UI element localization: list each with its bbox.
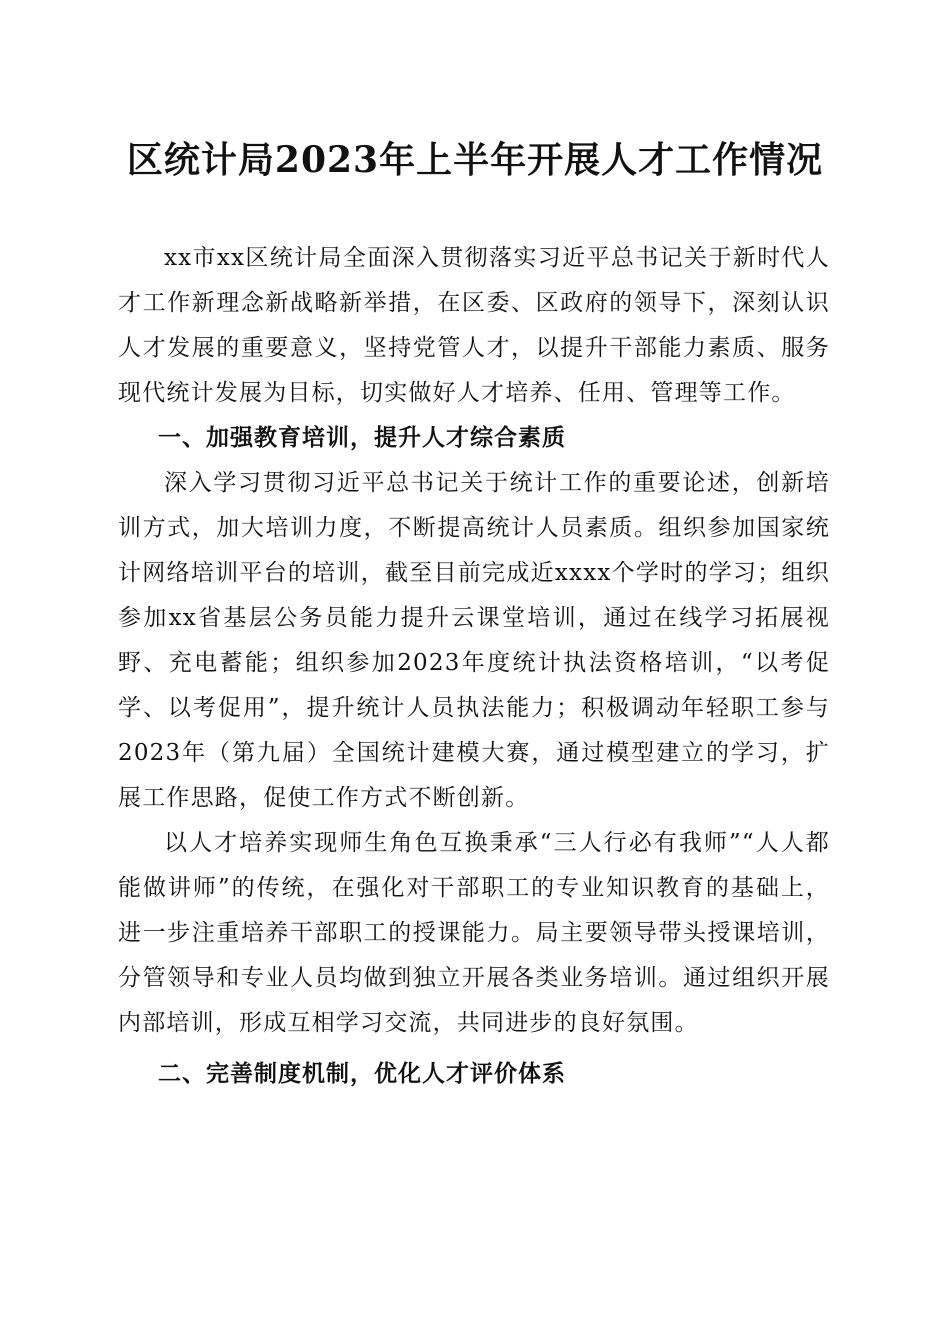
intro-paragraph: xx市xx区统计局全面深入贯彻落实习近平总书记关于新时代人才工作新理念新战略新举措，在区委、区政府的领导下，深刻认识人才发展的重要意义，坚持党管人才，以提升干部能力素质、服务现代统计发展为目标，切实做好人才培养、任用、管理等工作。: [118, 245, 830, 406]
section-heading-1: 一、加强教育培训，提升人才综合素质: [158, 425, 566, 451]
document-body: [118, 236, 830, 1097]
document-title: 区统计局2023年上半年开展人才工作情况: [126, 139, 824, 181]
section-1-paragraph-2: 以人才培养实现师生角色互换秉承“三人行必有我师”“人人都能做讲师”的传统，在强化对干部职工的专业知识教育的基础上，进一步注重培养干部职工的授课能力。局主要领导带头授课培训，分管领导和专业人员均做到独立开展各类业务培训。通过组织开展内部培训，形成互相学习交流，共同进步的良好氛围。: [118, 830, 830, 1036]
section-heading-2: 二、完善制度机制，优化人才评价体系: [158, 1061, 566, 1087]
section-1-paragraph-1: 深入学习贯彻习近平总书记关于统计工作的重要论述，创新培训方式，加大培训力度，不断提高统计人员素质。组织参加国家统计网络培训平台的培训，截至目前完成近xxxx个学时的学习；组织参加xx省基层公务员能力提升云课堂培训，通过在线学习拓展视野、充电蓄能；组织参加2023年度统计执法资格培训，“以考促学、以考促用”，提升统计人员执法能力；积极调动年轻职工参与2023年（第九届）全国统计建模大赛，通过模型建立的学习，扩展工作思路，促使工作方式不断创新。: [118, 470, 830, 811]
